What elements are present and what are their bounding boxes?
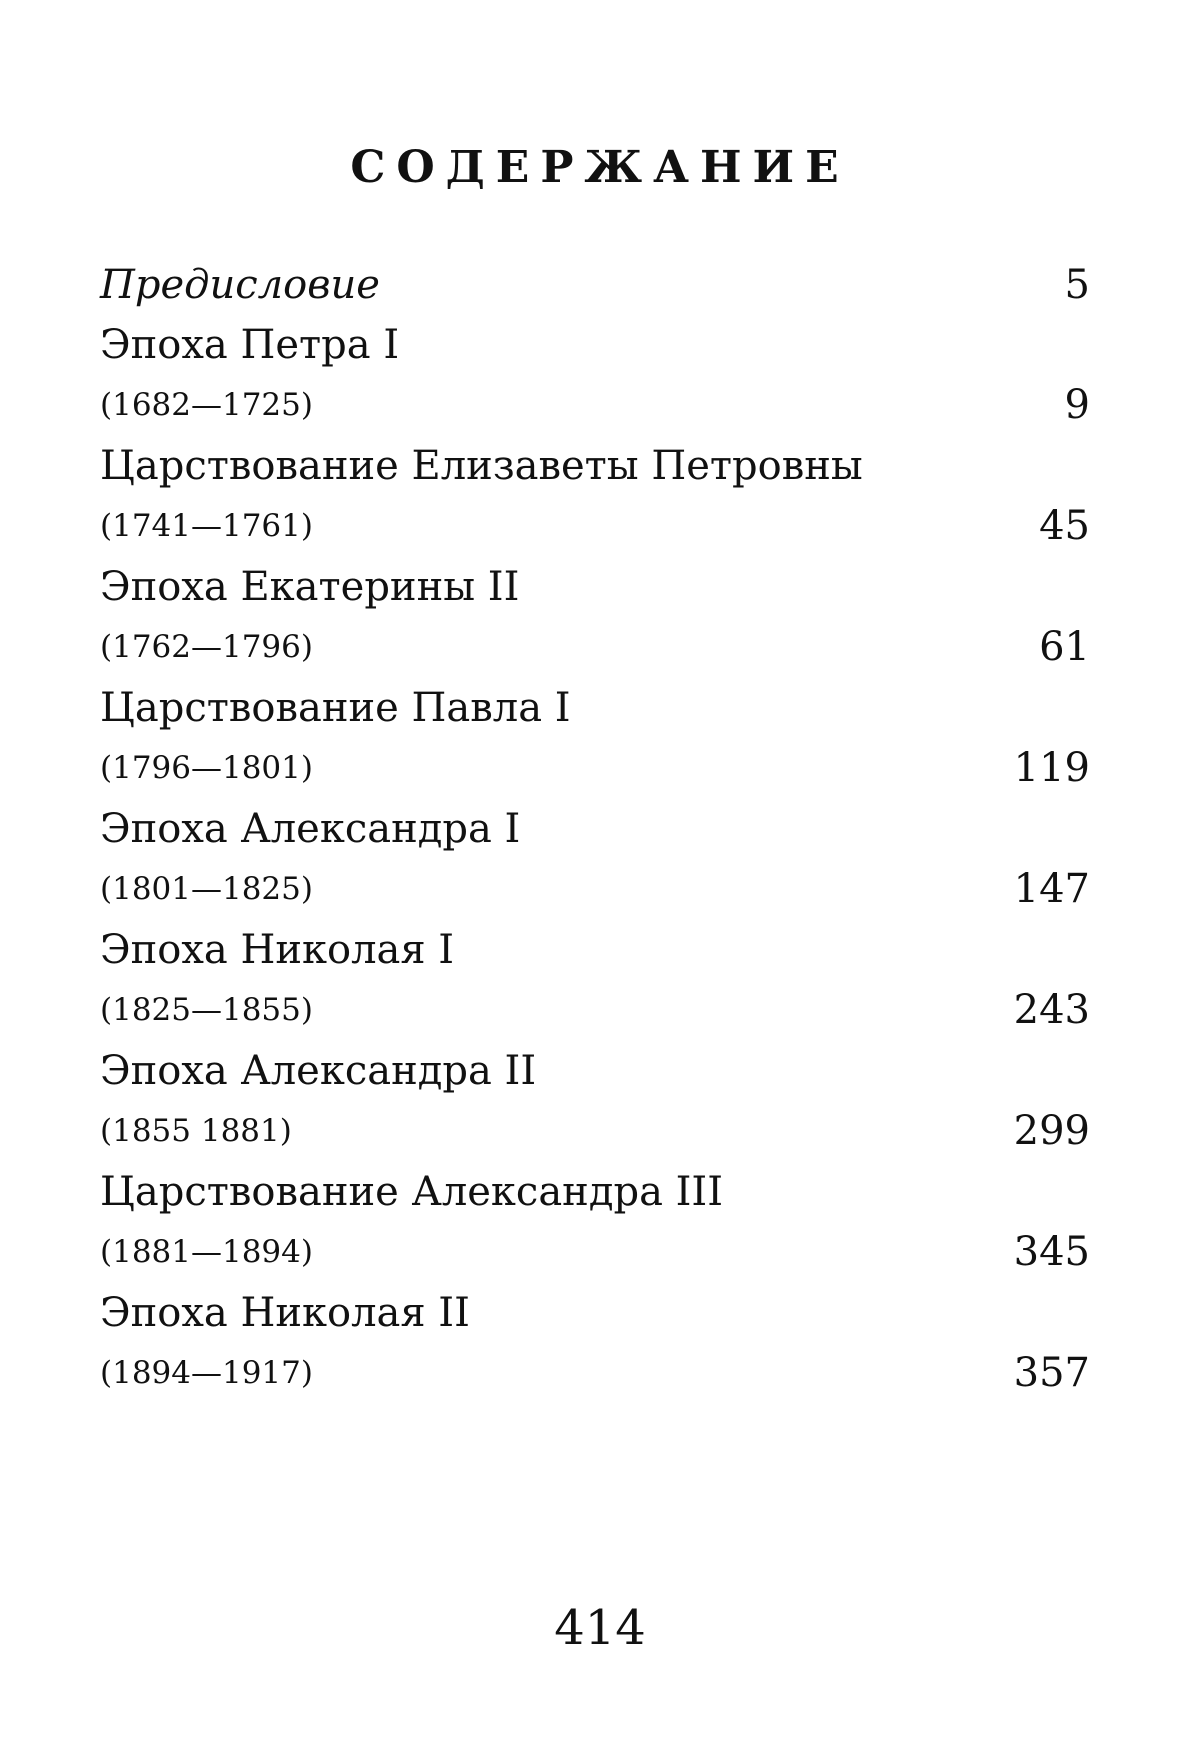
toc-entry[interactable] [100, 678, 1090, 799]
toc-entry-title: Предисловие [100, 262, 380, 308]
toc-entry-title: Эпоха Екатерины II [100, 564, 520, 610]
toc-entry-page: 299 [1013, 1108, 1090, 1154]
toc-entry-years: (1894—1917) [100, 1355, 313, 1391]
toc-entry-page: 357 [1013, 1350, 1090, 1396]
toc-entry[interactable] [100, 315, 1090, 436]
toc-entry-title: Эпоха Николая I [100, 927, 455, 973]
toc-entry-title: Царствование Павла I [100, 685, 571, 731]
toc-entry-page: 5 [1064, 262, 1090, 308]
toc-entry-page: 45 [1039, 503, 1090, 549]
toc-entry[interactable] [100, 1162, 1090, 1283]
toc-entry-years: (1881—1894) [100, 1234, 313, 1270]
toc-entry[interactable] [100, 436, 1090, 557]
toc-entry-years: (1762—1796) [100, 629, 313, 665]
toc-entry-page: 9 [1064, 382, 1090, 428]
toc-entry-page: 243 [1013, 987, 1090, 1033]
toc-entry[interactable] [100, 799, 1090, 920]
toc-entry-page: 147 [1013, 866, 1090, 912]
toc-entry[interactable] [100, 557, 1090, 678]
toc-entry-title: Эпоха Петра I [100, 322, 400, 368]
page-number: 414 [554, 1600, 646, 1656]
toc-entry-title: Эпоха Николая II [100, 1290, 470, 1336]
toc-entry-title: Царствование Александра III [100, 1169, 724, 1215]
toc-entry[interactable] [100, 1041, 1090, 1162]
toc-entry-years: (1825—1855) [100, 992, 313, 1028]
toc-entry-preface[interactable] [100, 255, 1090, 315]
toc-entry[interactable] [100, 1283, 1090, 1404]
toc-entry[interactable] [100, 920, 1090, 1041]
toc-entry-years: (1855 1881) [100, 1113, 292, 1149]
toc-entry-title: Царствование Елизаветы Петровны [100, 443, 863, 489]
toc-entry-title: Эпоха Александра II [100, 1048, 537, 1094]
toc-entry-years: (1682—1725) [100, 387, 313, 423]
toc-entry-years: (1801—1825) [100, 871, 313, 907]
toc-entry-page: 61 [1039, 624, 1090, 670]
toc-entry-years: (1741—1761) [100, 508, 313, 544]
toc-entry-years: (1796—1801) [100, 750, 313, 786]
table-of-contents [100, 255, 1090, 1404]
toc-entry-page: 345 [1013, 1229, 1090, 1275]
toc-entry-title: Эпоха Александра I [100, 806, 521, 852]
toc-entry-page: 119 [1013, 745, 1090, 791]
page-title: СОДЕРЖАНИЕ [350, 142, 850, 193]
